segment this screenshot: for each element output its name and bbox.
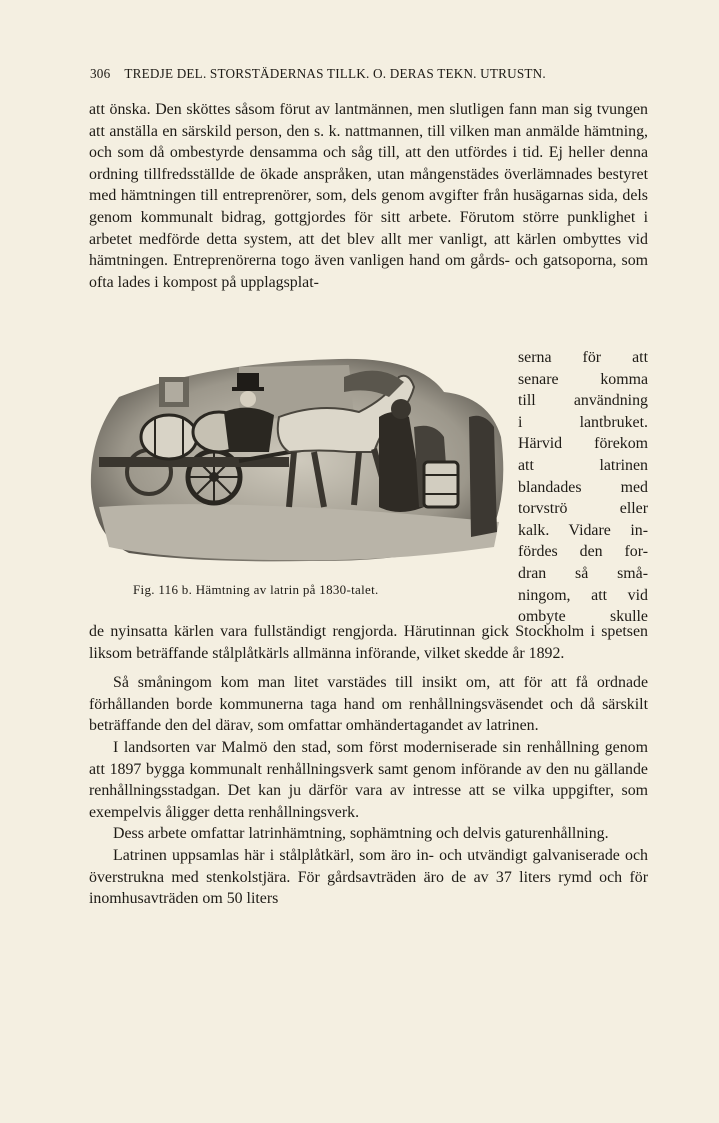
running-header [90,66,650,82]
figure-116b [89,357,509,567]
latrine-cart-illustration [89,357,509,567]
paragraph-4: Dess arbete omfattar latrinhämtning, sophämtning och delvis gaturenhållning. [113,825,609,843]
wrap-line: blandades med [518,478,648,496]
wrap-line: dran så små- [518,564,648,582]
paragraph-2: Så småningom kom man litet varstädes till insikt om, att för att få ordnade förhållanden borde kommunerna taga hand om renhållningsväsendet och då särskilt beträffande den del därav, som omfattar omhändertagandet av latrinen. [89,674,648,735]
wrap-line: till användning [518,392,648,410]
figure-caption: Fig. 116 b. Hämtning av latrin på 1830-talet. [133,582,379,597]
figure-wrap-block [89,347,648,626]
wrap-line: ningom, att vid [518,586,648,604]
paragraph-1-end: de nyinsatta kärlen vara fullständigt rengjorda. Härutinnan gick Stockholm i spetsen liksom beträffande stålplåtkärls allmänna införande, vilket skedde år 1892. [89,623,648,662]
running-title: TREDJE DEL. STORSTÄDERNAS TILLK. O. DERAS TEKN. UTRUSTN. [124,66,546,81]
wrap-line: torvströ eller [518,500,648,518]
page-number: 306 [90,66,111,81]
wrap-text-column [518,347,648,628]
wrap-line: Härvid förekom [518,435,648,453]
wrap-line: att latrinen [518,456,648,474]
wrap-line: serna för att [518,349,648,366]
paragraph-5: Latrinen uppsamlas här i stålplåtkärl, som äro in- och utvändigt galvaniserade och överstrukna med stenkolstjära. För gårdsavträden äro de av 37 liters rymd och för inomhusavträden om 50 liters [89,846,648,908]
body-text [89,99,648,910]
paragraph-1: att önska. Den sköttes såsom förut av lantmännen, men slutligen fann man sig tvungen att anställa en särskild person, den s. k. nattmannen, till vilken man anmälde hämtning, och som då ombestyrde densamma och såg till, att den utfördes i tid. Ej heller denna ordning tillfredsställde de ökade anspråken, utan mångenstädes överlämnades bestyret med hämtningen till entreprenörer, som, dels genom avgifter från husägarnas sida, dels genom kommunalt bidrag, gottgjordes för sitt arbete. Förutom större punklighet i arbetet medförde detta system, att det blev allt mer vanligt, att kärlen ombyttes vid hämtningen. Entreprenörerna togo även vanligen hand om gårds- och gatsoporna, som ofta lades i kompost på upplagsplat- [89,101,648,291]
wrap-line: senare komma [518,370,648,388]
wrap-line: kalk. Vidare in- [518,521,648,539]
paragraph-3: I landsorten var Malmö den stad, som först moderniserade sin renhållning genom att 1897 bygga kommunalt renhållningsverk samt genom införande av den nu gällande renhållningsstadgan. Det kan ju därför vara av intresse att se vilka uppgifter, som exempelvis åligger detta renhållningsverk. [89,738,648,821]
wrap-line: ombyte skulle [518,608,648,626]
wrap-line: fördes den for- [518,543,648,561]
wrap-line: i lantbruket. [518,413,648,431]
